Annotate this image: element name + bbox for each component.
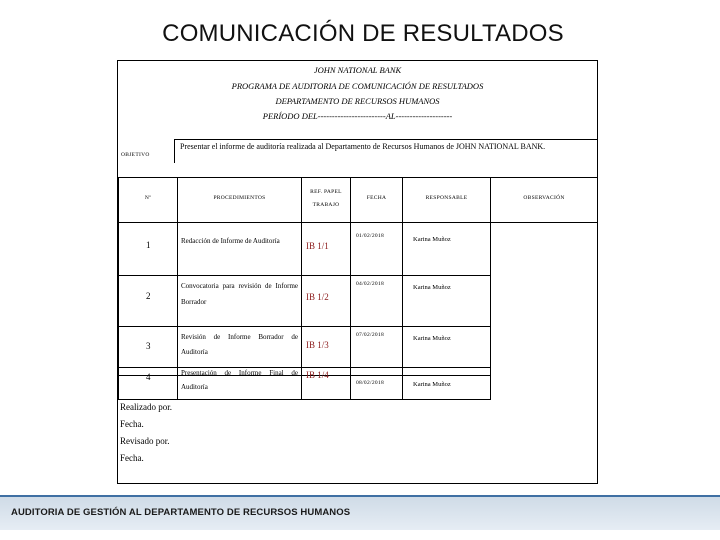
reference-code: IB 1/1 — [306, 241, 329, 251]
reference-code: IB 1/4 — [306, 370, 329, 380]
reviewed-date-label: Fecha. — [120, 453, 144, 463]
header-ref: REF. PAPEL TRABAJO — [301, 177, 351, 223]
responsible-name: Karina Muñoz — [413, 335, 451, 342]
header-num: Nº — [118, 177, 178, 223]
responsible-name: Karina Muñoz — [413, 381, 451, 388]
responsible-name: Karina Muñoz — [413, 236, 451, 243]
footer-banner — [0, 495, 720, 530]
department-title: DEPARTAMENTO DE RECURSOS HUMANOS — [275, 96, 440, 106]
procedure-text: Revisión de Informe Borrador de — [181, 333, 298, 341]
header-procedures: PROCEDIMIENTOS — [177, 177, 302, 223]
reviewed-by-label: Revisado por. — [120, 436, 170, 446]
program-title: PROGRAMA DE AUDITORIA DE COMUNICACIÓN DE RESULTADOS — [231, 81, 484, 91]
procedure-text: Redacción de Informe de Auditoría — [181, 237, 280, 245]
row-date: 04/02/2018 — [356, 281, 385, 287]
bank-name: JOHN NATIONAL BANK — [313, 65, 402, 75]
row-number: 2 — [146, 291, 151, 301]
row-number: 3 — [146, 341, 151, 351]
procedure-text-cont: Borrador — [181, 298, 207, 306]
responsible-name: Karina Muñoz — [413, 284, 451, 291]
audit-program-document — [117, 60, 598, 484]
header-responsible: RESPONSABLE — [402, 177, 491, 223]
footer-spacer — [0, 530, 720, 540]
objective-label: OBJETIVO — [121, 152, 150, 158]
row-number: 4 — [146, 372, 151, 382]
procedure-text-cont: Auditoría — [181, 383, 208, 391]
objective-box — [174, 139, 598, 163]
row-date: 07/02/2018 — [356, 332, 385, 338]
objective-text: Presentar el informe de auditoría realizada al Departamento de Recursos Humanos de JOHN NATIONAL BANK. — [180, 142, 546, 151]
reference-code: IB 1/3 — [306, 340, 329, 350]
procedure-text: Convocatoria para revisión de Informe — [181, 282, 298, 290]
period-line: PERÍODO DEL------------------------AL-------------------- — [262, 111, 453, 121]
row-date: 01/02/2018 — [356, 233, 385, 239]
row-date: 08/02/2018 — [356, 380, 385, 386]
reference-code: IB 1/2 — [306, 292, 329, 302]
procedure-text: Presentación de Informe Final de — [181, 369, 298, 377]
prepared-date-label: Fecha. — [120, 419, 144, 429]
footer-text: AUDITORIA DE GESTIÓN AL DEPARTAMENTO DE RECURSOS HUMANOS — [11, 507, 351, 518]
row-number: 1 — [146, 240, 151, 250]
slide-title: COMUNICACIÓN DE RESULTADOS — [162, 20, 564, 47]
header-observation: OBSERVACIÓN — [490, 177, 598, 223]
prepared-by-label: Realizado por. — [120, 402, 172, 412]
header-date: FECHA — [350, 177, 403, 223]
procedure-text-cont: Auditoría — [181, 348, 208, 356]
